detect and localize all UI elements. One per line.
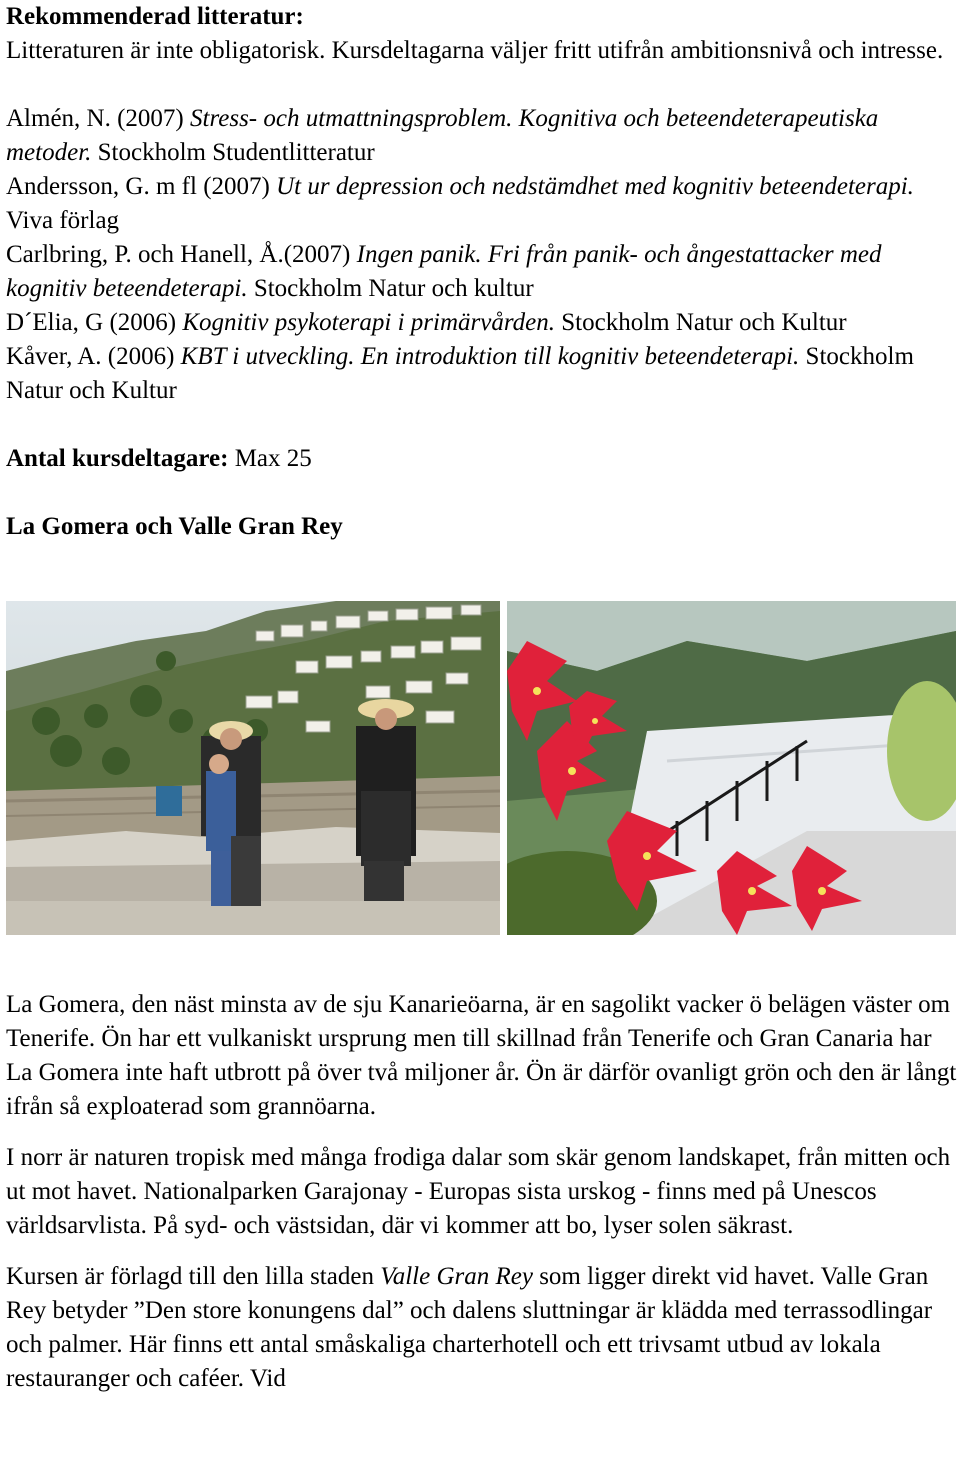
reference-item: Almén, N. (2007) Stress- och utmattningsproblem. Kognitiva och beteendeterapeutiska metoder. Stockholm Studentlitteratur [6, 105, 879, 166]
paragraph: Kursen är förlagd till den lilla staden Valle Gran Rey som ligger direkt vid havet. Valle Gran Rey betyder ”Den store konungens dal” och dalens sluttningar är klädda med terrassodlingar och palmer. Här finns ett antal småskaliga charterhotell och ett trivsamt utbud av lokala restauranger och caféer. Vid [6, 1263, 933, 1392]
antal-kursdeltagare: Antal kursdeltagare: Max 25 [6, 445, 312, 472]
gomera-description [6, 988, 958, 1396]
reference-list [6, 102, 956, 408]
gomera-heading: La Gomera och Valle Gran Rey [6, 513, 343, 540]
litteratur-intro: Litteraturen är inte obligatorisk. Kursdeltagarna väljer fritt utifrån ambitionsnivå och intresse. [6, 37, 944, 64]
reference-item: Kåver, A. (2006) KBT i utveckling. En introduktion till kognitiv beteendeterapi. Stockholm Natur och Kultur [6, 343, 914, 404]
poinsettia-stairs-photo [507, 601, 956, 935]
document-page [6, 0, 956, 544]
village-hillside-photo [6, 601, 500, 935]
reference-item: D´Elia, G (2006) Kognitiv psykoterapi i primärvården. Stockholm Natur och Kultur [6, 309, 847, 336]
paragraph: La Gomera, den näst minsta av de sju Kanarieöarna, är en sagolikt vacker ö belägen väster om Tenerife. Ön har ett vulkaniskt ursprung men till skillnad från Tenerife och Gran Canaria har La Gomera inte haft utbrott på över två miljoner år. Ön är därför ovanligt grön och den är långt ifrån så exploaterad som grannöarna. [6, 991, 957, 1120]
paragraph: I norr är naturen tropisk med många frodiga dalar som skär genom landskapet, från mitten och ut mot havet. Nationalparken Garajonay - Europas sista urskog - finns med på Unescos världsarvlista. På syd- och västsidan, där vi kommer att bo, lyser solen säkrast. [6, 1144, 951, 1239]
reference-item: Carlbring, P. och Hanell, Å.(2007) Ingen panik. Fri från panik- och ångestattacker med kognitiv beteendeterapi. Stockholm Natur och kultur [6, 241, 882, 302]
litteratur-heading: Rekommenderad litteratur: [6, 3, 304, 30]
photo-row [6, 601, 956, 935]
reference-item: Andersson, G. m fl (2007) Ut ur depression och nedstämdhet med kognitiv beteendeterapi. Viva förlag [6, 173, 914, 234]
